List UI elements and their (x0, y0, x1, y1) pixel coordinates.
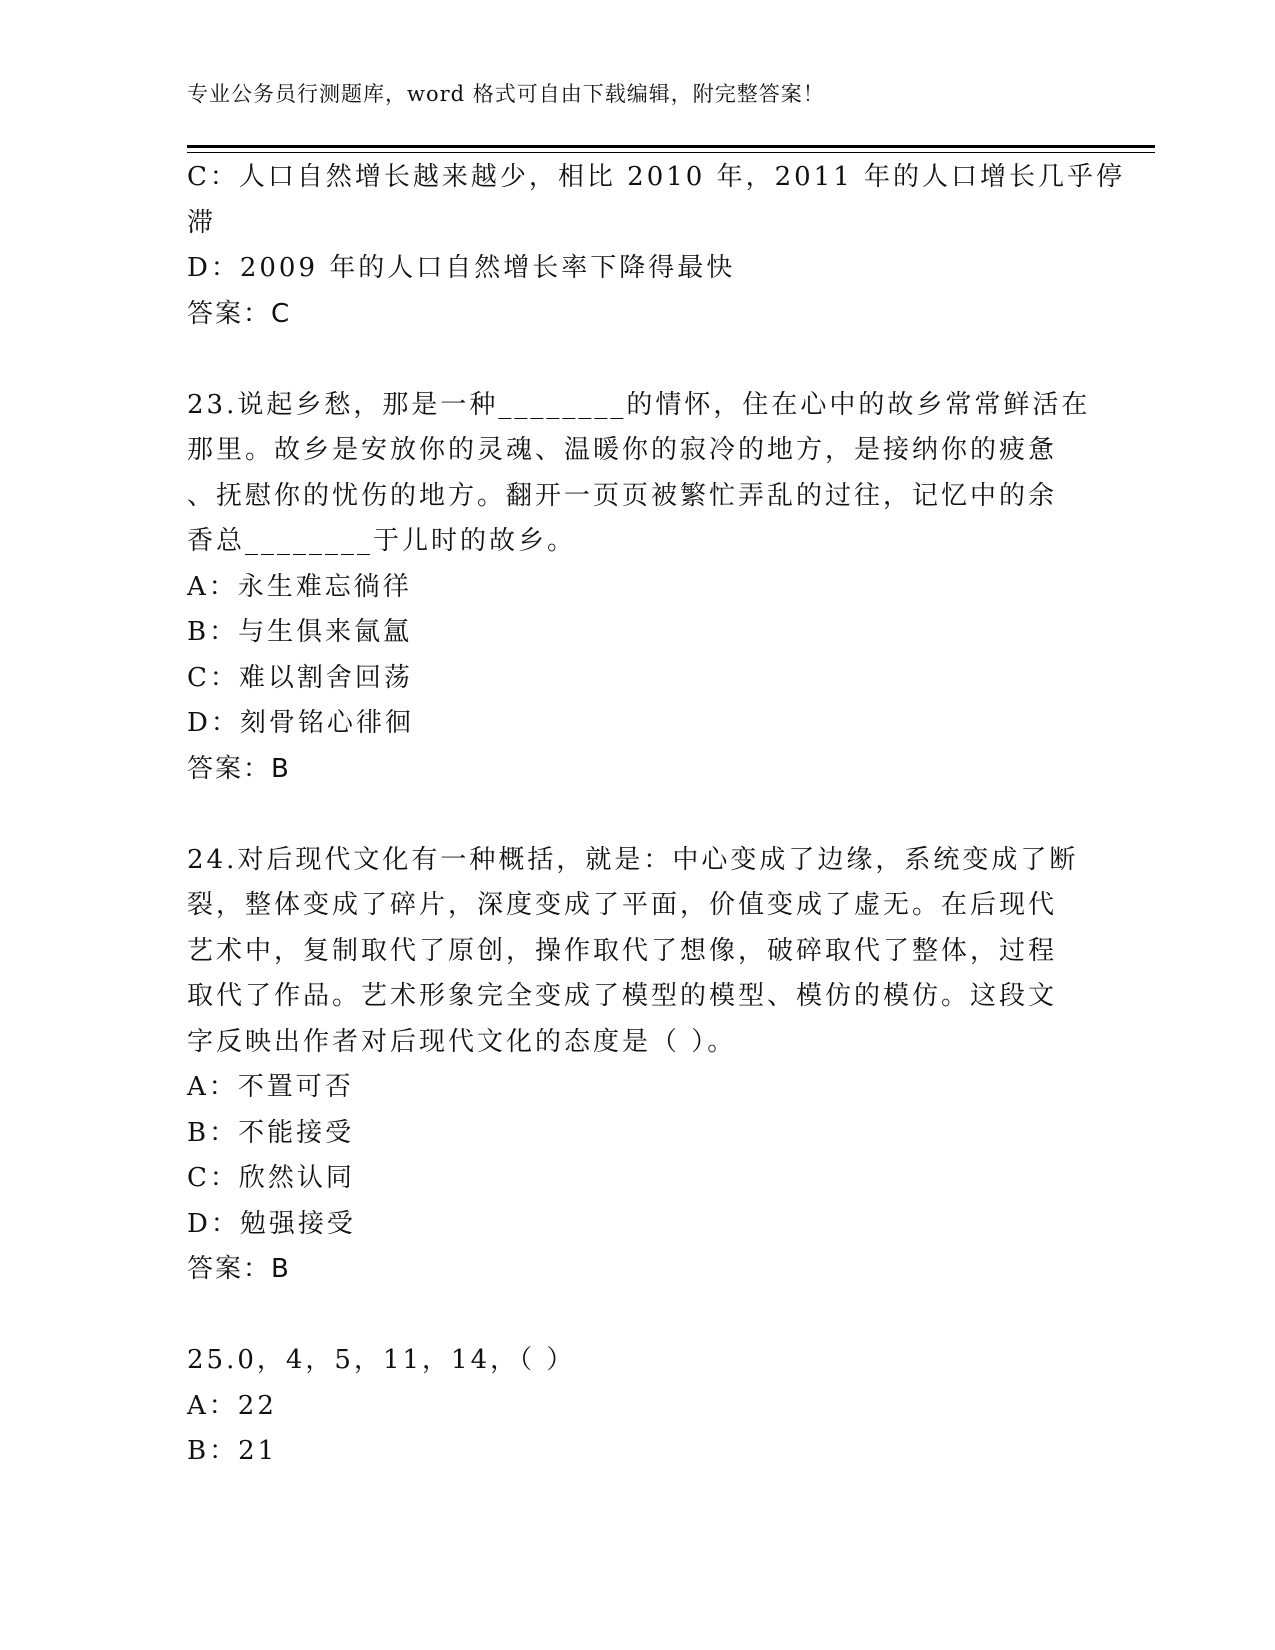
option-d: D：2009 年的人口自然增长率下降得最快 (187, 253, 736, 283)
question-stem-line: 24.对后现代文化有一种概括，就是：中心变成了边缘，系统变成了断 (187, 844, 1079, 875)
option-d: D：刻骨铭心徘徊 (187, 708, 414, 738)
option-b: B：21 (187, 1436, 278, 1466)
answer: 答案：B (187, 753, 291, 784)
document-body (187, 155, 1126, 1475)
answer: 答案：C (187, 298, 292, 329)
question-stem-line: 23.说起乡愁，那是一种________的情怀，住在心中的故乡常常鲜活在 (187, 389, 1091, 420)
question-stem-line: 香总________于儿时的故乡。 (187, 526, 577, 556)
option-c: C：难以割舍回荡 (187, 662, 413, 693)
option-a: A：不置可否 (187, 1072, 354, 1102)
question-23 (187, 383, 1091, 793)
question-stem-line: 字反映出作者对后现代文化的态度是（ ）。 (187, 1026, 737, 1057)
spacer (187, 337, 1087, 383)
option-b: B：与生俱来氤氲 (187, 617, 413, 647)
option-b: B：不能接受 (187, 1117, 355, 1148)
question-24 (187, 838, 1087, 1293)
question-stem-line: 裂，整体变成了碎片，深度变成了平面，价值变成了虚无。在后现代 (187, 890, 1058, 920)
answer: 答案：B (187, 1254, 291, 1284)
option-c: C：人口自然增长越来越少，相比 2010 年，2011 年的人口增长几乎停 (187, 162, 1126, 192)
option-a: A：永生难忘徜徉 (187, 571, 412, 602)
spacer (187, 1293, 1087, 1339)
option-a: A：22 (187, 1390, 277, 1421)
question-stem-line: 艺术中，复制取代了原创，操作取代了想像，破碎取代了整体，过程 (187, 935, 1058, 966)
question-stem-line: 25.0，4，5，11，14，（ ） (187, 1345, 576, 1375)
question-stem-line: 、抚慰你的忧伤的地方。翻开一页页被繁忙弄乱的过往，记忆中的余 (187, 480, 1058, 511)
option-c: C：欣然认同 (187, 1163, 355, 1193)
page-header: 专业公务员行测题库，word 格式可自由下载编辑，附完整答案！ (187, 82, 825, 106)
question-stem-line: 那里。故乡是安放你的灵魂、温暖你的寂冷的地方，是接纳你的疲惫 (187, 435, 1058, 465)
question-25 (187, 1338, 1087, 1475)
header-rule-thin (187, 152, 1155, 153)
option-c-continued: 滞 (187, 207, 217, 238)
question-22-continued (187, 155, 1126, 337)
option-d: D：勉强接受 (187, 1208, 356, 1239)
header-rule-thick (187, 145, 1155, 148)
spacer (187, 792, 1087, 838)
question-stem-line: 取代了作品。艺术形象完全变成了模型的模型、模仿的模仿。这段文 (187, 981, 1058, 1011)
